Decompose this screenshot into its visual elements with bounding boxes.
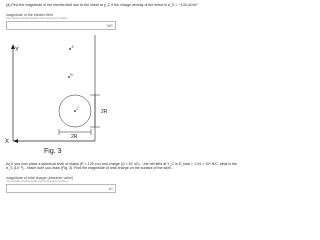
dim-vertical-label: 2R — [101, 109, 108, 115]
figure-caption: Fig. 3 — [44, 148, 62, 155]
answer-hint-a: Your answer should include units (not a pure number) — [6, 17, 68, 20]
question-part-b-line2: σ_S (10⁻⁹)... Make sure you draw (Fig. 3). Find the magnitude of total charge on the surface of the shell. — [6, 166, 172, 170]
answer-hint-b: Your answer should include units (not a pure number) — [6, 180, 68, 183]
y-axis-label: Y — [15, 47, 20, 53]
figure-3 — [0, 33, 200, 158]
dim-horizontal-label: 2R — [71, 134, 78, 140]
point-c-label: C — [76, 107, 79, 111]
question-part-b: (b) If you now place a spherical shell of radius (R = 125 cm) and charge (Q = 67 nC) ...the net field at Y_C is E_total = 1.04 × 10⁴ N/C, what is the — [6, 162, 237, 166]
x-axis-label: X — [5, 139, 10, 145]
point-a-label: A — [71, 45, 74, 49]
answer-label-b: magnitude of total charge (absolute value) — [6, 176, 74, 180]
unit-a: N/C — [107, 23, 113, 28]
x-axis-arrow-icon — [13, 139, 18, 143]
answer-label-a: magnitude of the electric field — [6, 13, 53, 17]
point-b-label: B — [70, 73, 73, 77]
unit-b: nC — [108, 186, 113, 191]
answer-input-a[interactable] — [6, 21, 116, 30]
question-part-a: (a) Find the magnitude of the electric field due to the sheet at y_C if the charge density of the sheet is σ_S = −135 µC/m² — [6, 3, 198, 7]
answer-input-b[interactable] — [6, 184, 116, 193]
